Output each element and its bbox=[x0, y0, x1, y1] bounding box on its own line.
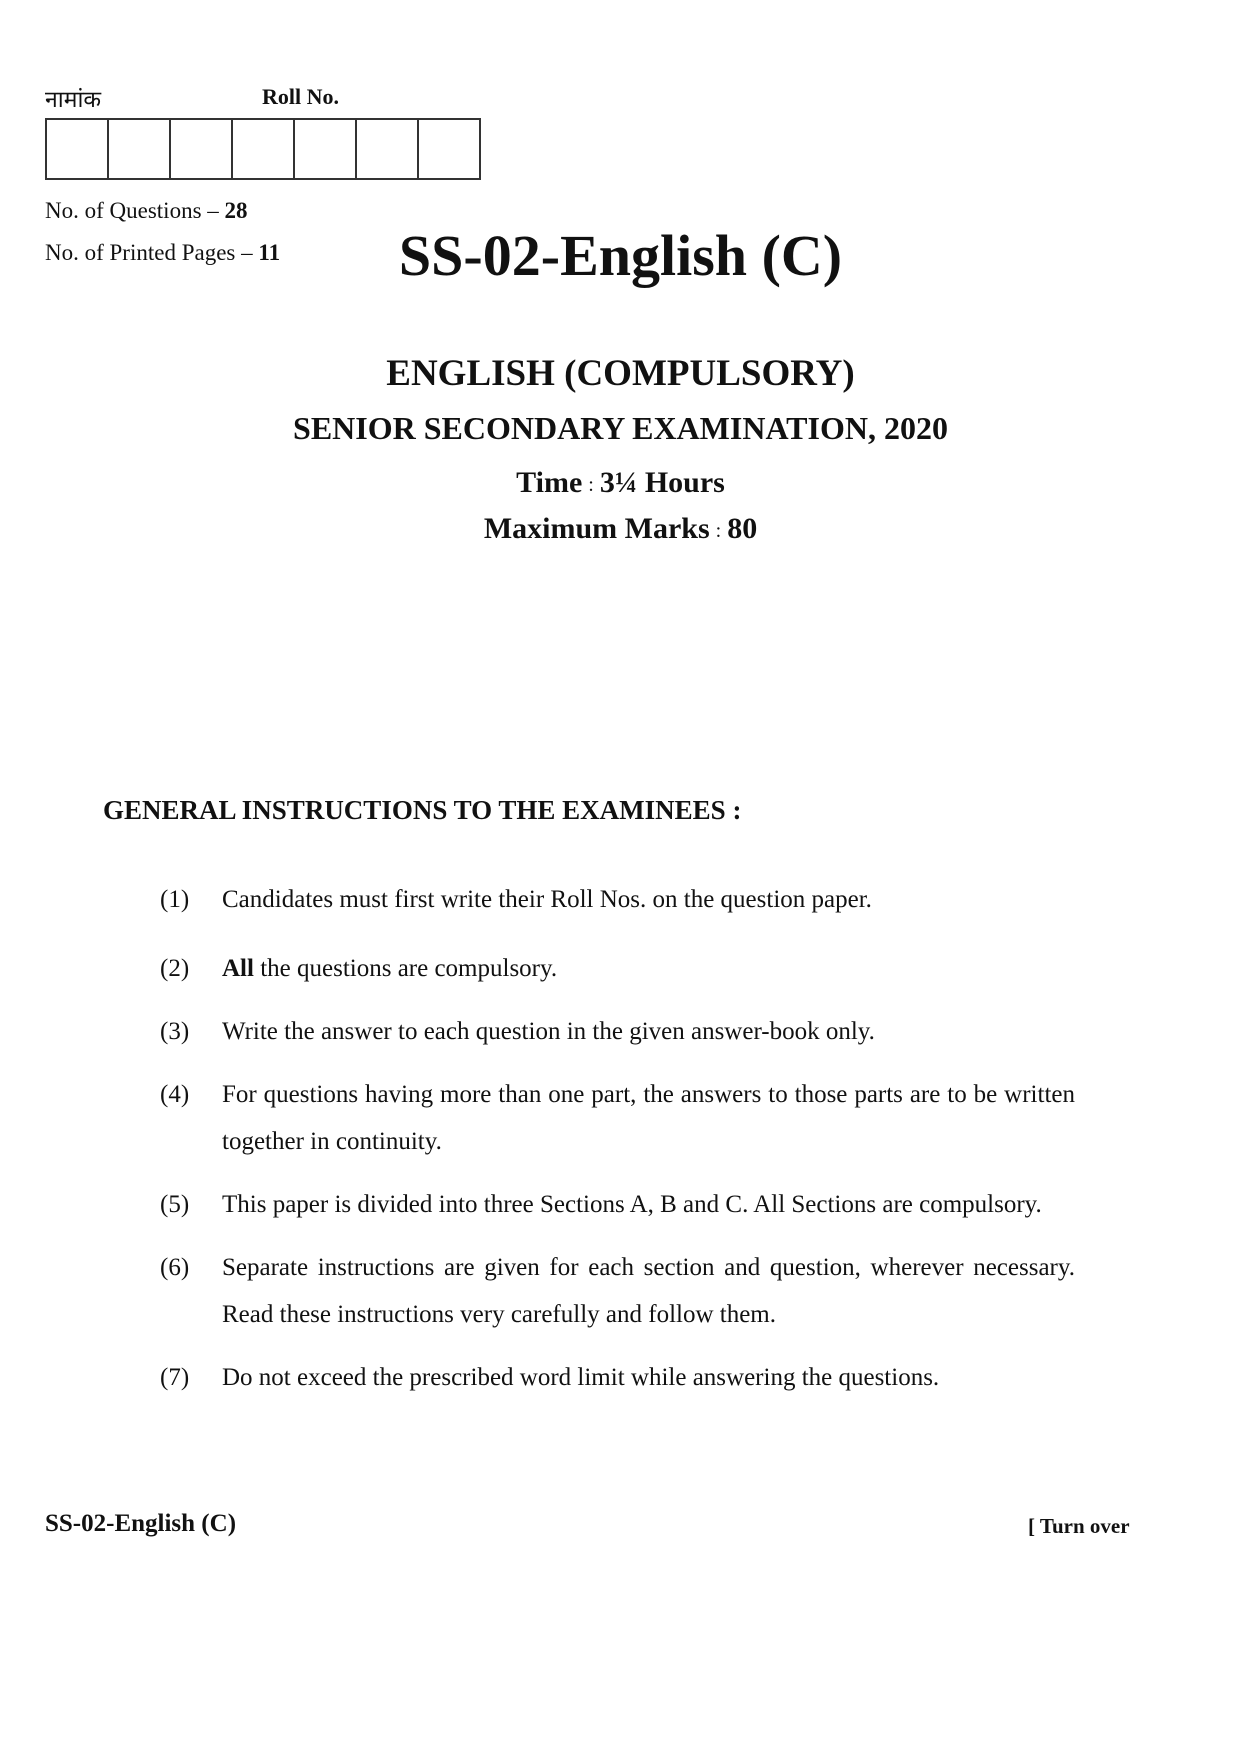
instruction-number: (4) bbox=[160, 1081, 190, 1108]
roll-digit-box[interactable] bbox=[357, 120, 419, 178]
roll-digit-box[interactable] bbox=[419, 120, 481, 178]
subject-title: ENGLISH (COMPULSORY) bbox=[386, 353, 855, 394]
instruction-text bbox=[222, 945, 1075, 992]
time-line bbox=[0, 466, 1241, 500]
roll-digit-box[interactable] bbox=[295, 120, 357, 178]
paper-code: SS-02-English (C) bbox=[398, 223, 843, 288]
instruction-body: the questions are compulsory. bbox=[253, 955, 558, 982]
footer-paper-code: SS-02-English (C) bbox=[45, 1510, 237, 1537]
instructions-list bbox=[160, 876, 1075, 1401]
roll-number-boxes bbox=[45, 118, 481, 180]
instruction-body: This paper is divided into three Sections A, B and C. All Sections are compulsory. bbox=[222, 1191, 1042, 1218]
instruction-item bbox=[160, 1181, 1075, 1228]
pages-value: 11 bbox=[258, 240, 281, 265]
instruction-body: Write the answer to each question in the given answer-book only. bbox=[222, 1018, 875, 1045]
instruction-number: (5) bbox=[160, 1191, 190, 1218]
exam-title: SENIOR SECONDARY EXAMINATION, 2020 bbox=[293, 410, 948, 446]
roll-digit-box[interactable] bbox=[109, 120, 171, 178]
instruction-number: (1) bbox=[160, 886, 190, 913]
roll-digit-box[interactable] bbox=[233, 120, 295, 178]
roll-digit-box[interactable] bbox=[171, 120, 233, 178]
instruction-number: (6) bbox=[160, 1254, 190, 1281]
instruction-item bbox=[160, 1008, 1075, 1055]
questions-count bbox=[45, 198, 248, 224]
roll-digit-box[interactable] bbox=[47, 120, 109, 178]
instruction-number: (7) bbox=[160, 1364, 190, 1391]
instruction-number: (3) bbox=[160, 1018, 190, 1045]
instruction-item bbox=[160, 1071, 1075, 1165]
time-value: 3¼ Hours bbox=[599, 466, 725, 499]
instruction-text bbox=[222, 1008, 1075, 1055]
roll-label: Roll No. bbox=[262, 84, 339, 109]
time-separator: : bbox=[588, 474, 594, 496]
roll-label-hindi: नामांक bbox=[45, 87, 102, 113]
instruction-text bbox=[222, 1244, 1075, 1338]
instruction-text bbox=[222, 876, 1075, 923]
instruction-bold: All bbox=[222, 955, 254, 982]
marks-separator: : bbox=[715, 520, 722, 542]
questions-label: No. of Questions – bbox=[45, 198, 225, 223]
instruction-item bbox=[160, 1244, 1075, 1338]
instruction-body: Candidates must first write their Roll Nos. on the question paper. bbox=[222, 886, 872, 913]
instruction-text bbox=[222, 1354, 1075, 1401]
instruction-body: For questions having more than one part, the answers to those parts are to be written together in continuity. bbox=[222, 1081, 1075, 1155]
instruction-body: Separate instructions are given for each section and question, wherever necessary. Read these instructions very carefully and follow them. bbox=[222, 1254, 1075, 1328]
questions-value: 28 bbox=[224, 198, 248, 223]
instruction-text bbox=[222, 1181, 1075, 1228]
paper-code-title bbox=[0, 222, 1241, 289]
instruction-item bbox=[160, 1354, 1075, 1401]
turn-over-label: [ Turn over bbox=[1028, 1514, 1130, 1538]
time-label: Time bbox=[516, 466, 583, 499]
instruction-item bbox=[160, 876, 1075, 923]
pages-label: No. of Printed Pages – bbox=[45, 240, 259, 265]
instruction-text bbox=[222, 1071, 1075, 1165]
instruction-item bbox=[160, 945, 1075, 992]
marks-line bbox=[0, 512, 1241, 546]
instruction-body: Do not exceed the prescribed word limit while answering the questions. bbox=[222, 1364, 940, 1391]
instruction-number: (2) bbox=[160, 955, 190, 982]
marks-label: Maximum Marks bbox=[483, 512, 710, 545]
marks-value: 80 bbox=[727, 512, 758, 545]
instructions-heading: GENERAL INSTRUCTIONS TO THE EXAMINEES : bbox=[103, 795, 742, 825]
